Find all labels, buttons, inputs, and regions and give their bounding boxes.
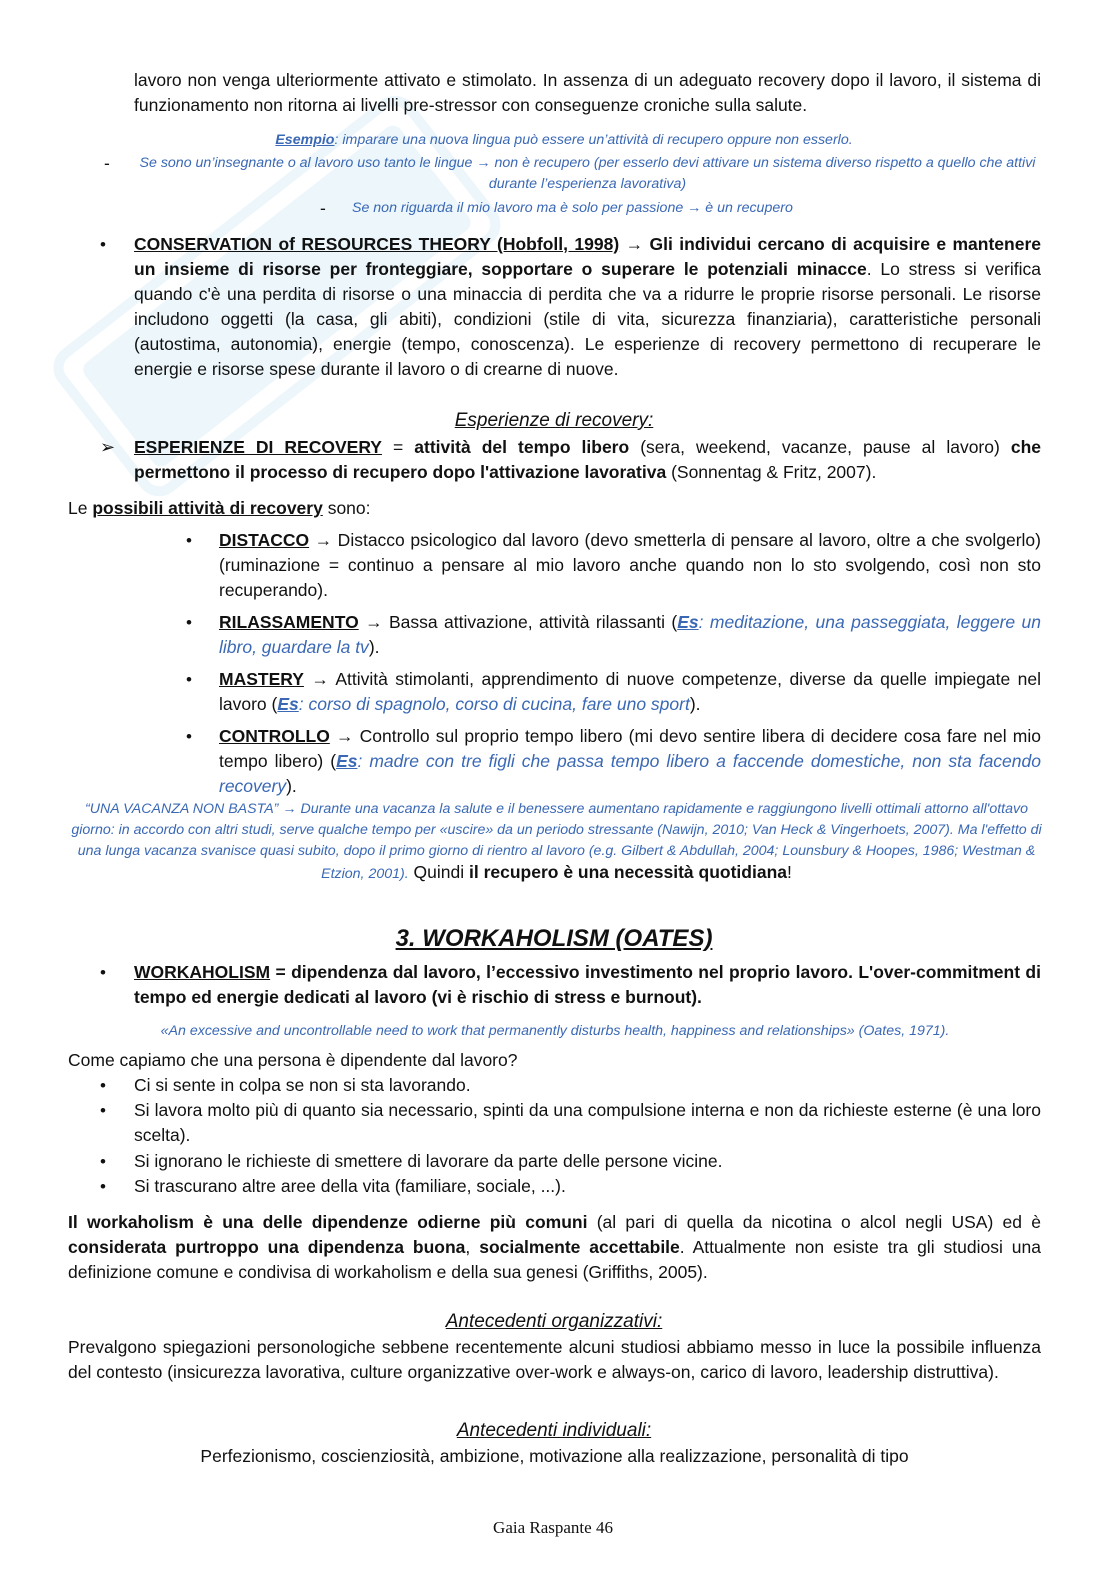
activity-text: Bassa attivazione, attività rilassanti ( <box>382 612 678 632</box>
org-antecedents-text: Prevalgono spiegazioni personologiche sebbene recentemente alcuni studiosi abbiamo messo in luce la possibile influenza del contesto (insicurezza lavorativa, culture organizzative over-work e always-on, carico di lavoro, leadership distruttiva). <box>68 1337 1041 1382</box>
es-text: : madre con tre figli che passa tempo libero a faccende domestiche, non sta facendo recovery <box>219 751 1041 796</box>
recovery-term: ESPERIENZE DI RECOVERY <box>134 437 382 457</box>
equals-sign: = <box>381 437 415 457</box>
recovery-definition <box>134 435 1041 485</box>
recovery-mid: (sera, weekend, vacanze, pause al lavoro) <box>629 437 1011 457</box>
cor-bold-text: Gli individui cercano di acquisire e mantenere un insieme di risorse per fronteggiare, sopportare o superare le potenziali minacce <box>134 234 1041 279</box>
paragraph-bold-2: considerata purtroppo una dipendenza buona <box>68 1237 466 1257</box>
paragraph-bold-3: socialmente accettabile <box>479 1237 680 1257</box>
section-heading-workaholism: 3. WORKAHOLISM (OATES) <box>395 925 713 952</box>
arrow-bullet-icon: ➢ <box>100 437 116 457</box>
cor-paragraph <box>134 232 1041 382</box>
example-dash-1: Se sono un’insegnante o al lavoro uso tanto le lingue → non è recupero (per esserlo devi attivare un sistema diverso rispetto a quello che attivi durante l’esperienza lavorativa) <box>139 155 1036 192</box>
cor-title: CONSERVATION of RESOURCES THEORY (Hobfoll, 1998) <box>134 234 620 254</box>
arrow-icon: → <box>303 669 329 689</box>
workaholism-paragraph <box>68 1210 1041 1285</box>
es-text: : corso di spagnolo, corso di cucina, fare uno sport <box>298 694 690 714</box>
recovery-cite: (Sonnentag & Fritz, 2007). <box>666 462 877 482</box>
vacanza-text: Durante una vacanza la salute e il benessere aumentano rapidamente e raggiungono livelli ottimali attorno all'ottavo giorno: in accordo con altri studi, serve qualche tempo per «uscire» da un periodo stressante (Nawijn, 2010; Van Heck & Vingerhoets, 2007). Ma l'effetto di una lunga vacanza svanisce quasi subito, dopo il primo giorno di rientro al lavoro (e.g. Gilbert & Abdullah, 2004; Lounsbury & Hoopes, 1986; Westman & Etzion, 2001). <box>71 801 1042 882</box>
activity-item-rilassamento <box>219 610 1041 660</box>
paragraph-bold-1: Il workaholism è una delle dipendenze odierne più comuni <box>68 1212 588 1232</box>
activity-tail: ). <box>689 694 701 714</box>
arrow-icon: → <box>625 234 650 254</box>
workaholism-definition <box>134 960 1041 1010</box>
bullet-dot: • <box>186 613 192 632</box>
paragraph-rest: . Attualmente non esiste tra gli studiosi una definizione comune e condivisa di workaholism e della sua genesi (Griffiths, 2005). <box>68 1237 1041 1282</box>
intro-paragraph: lavoro non venga ulteriormente attivato e stimolato. In assenza di un adeguato recovery dopo il lavoro, il sistema di funzionamento non ritorna ai livelli pre-stressor con conseguenze croniche sulla salute. <box>134 70 1041 115</box>
bullet-dot: • <box>100 235 106 254</box>
cor-rest: . Lo stress si verifica quando c'è una perdita di risorse o una minaccia di perdita che va a ridurre le proprie risorse personali. Le risorse includono oggetti (la casa, gli abiti), condizioni (stile di vita, sicurezza finanziaria), caratteristiche personali (autostima, autonomia), energie (tempo, conoscenza). Le esperienze di recovery permettono di recuperare le energie e risorse spese durante il lavoro o di crearne di nuove. <box>134 259 1041 379</box>
dash-bullet-1: - <box>104 153 110 173</box>
bullet-dot: • <box>186 531 192 550</box>
activity-tail: ). <box>368 637 380 657</box>
activity-term: RILASSAMENTO <box>219 612 359 632</box>
vacanza-note <box>64 799 1049 885</box>
activities-intro-post: sono: <box>322 498 371 518</box>
arrow-icon: → <box>358 612 383 632</box>
arrow-icon: → <box>329 726 354 746</box>
dash-bullet-2: - <box>320 198 326 218</box>
activity-text: Distacco psicologico dal lavoro (devo smetterla di pensare al lavoro, oltre a che svolgerlo) (ruminazione = continuo a pensare al mio lavoro anche quando non lo sto svolgendo, così non sto recuperando). <box>219 530 1041 600</box>
org-antecedents-heading: Antecedenti organizzativi: <box>445 1311 663 1332</box>
es-label: Es <box>336 751 358 771</box>
recovery-bold-2: che permettono il processo di recupero dopo l'attivazione lavorativa <box>134 437 1042 482</box>
bullet-dot: • <box>100 1152 106 1171</box>
paragraph-mid: (al pari di quella da nicotina o alcol negli USA) ed è <box>587 1212 1042 1232</box>
activity-term: MASTERY <box>219 669 304 689</box>
esempio-note <box>134 130 994 151</box>
bullet-dot: • <box>100 1101 106 1120</box>
esempio-label: Esempio <box>275 132 335 148</box>
arrow-icon: → <box>309 530 333 550</box>
activity-text: Attività stimolanti, apprendimento di nuove competenze, diverse da quelle impiegate nel lavoro ( <box>219 669 1041 714</box>
activity-tail: ). <box>286 776 297 796</box>
quindi-pre: Quindi <box>408 862 469 882</box>
activities-intro-pre: Le <box>68 498 93 518</box>
esempio-text: : imparare una nuova lingua può essere un’attività di recupero oppure non esserlo. <box>334 132 853 148</box>
recovery-bold-1: attività del tempo libero <box>414 437 630 457</box>
example-dash-2: Se non riguarda il mio lavoro ma è solo per passione → è un recupero <box>352 200 793 216</box>
activity-term: CONTROLLO <box>219 726 330 746</box>
vacanza-quote: “UNA VACANZA NON BASTA” <box>85 801 279 817</box>
ind-antecedents-text: Perfezionismo, coscienziosità, ambizione, motivazione alla realizzazione, personalità di tipo <box>200 1446 909 1466</box>
recovery-subheading: Esperienze di recovery: <box>454 410 654 431</box>
arrow-icon: → <box>278 801 301 817</box>
sign-item: Si ignorano le richieste di smettere di lavorare da parte delle persone vicine. <box>134 1151 723 1171</box>
bullet-dot: • <box>100 1076 106 1095</box>
activity-text: Controllo sul proprio tempo libero (mi devo sentire libera di decidere cosa fare nel mio tempo libero) ( <box>219 726 1041 771</box>
activities-intro <box>68 496 768 521</box>
quindi-bold: il recupero è una necessità quotidiana <box>468 862 787 882</box>
activity-item-controllo <box>219 724 1041 799</box>
activity-term: DISTACCO <box>219 530 310 550</box>
bullet-dot: • <box>186 727 192 746</box>
bullet-dot: • <box>100 1177 106 1196</box>
es-label: Es <box>677 612 699 632</box>
oates-quote: «An excessive and uncontrollable need to work that permanently disturbs health, happiness and relationships» (Oates, 1971). <box>160 1023 950 1039</box>
paragraph-comma: , <box>465 1237 480 1257</box>
bullet-dot: • <box>186 670 192 689</box>
ind-antecedents-heading: Antecedenti individuali: <box>456 1420 652 1441</box>
activity-item-distacco <box>219 528 1041 603</box>
page-footer: Gaia Raspante 46 <box>493 1518 613 1537</box>
sign-item: Si lavora molto più di quanto sia necessario, spinti da una compulsione interna e non da richieste esterne (è una loro scelta). <box>134 1100 1041 1145</box>
workaholism-question: Come capiamo che una persona è dipendente dal lavoro? <box>68 1050 518 1070</box>
es-label: Es <box>277 694 299 714</box>
workaholism-definition-text: = dipendenza dal lavoro, l’eccessivo investimento nel proprio lavoro. L'over-commitment di tempo ed energie dedicati al lavoro (vi è rischio di stress e burnout). <box>134 962 1041 1007</box>
sign-item: Si trascurano altre aree della vita (familiare, sociale, ...). <box>134 1176 566 1196</box>
activities-intro-bold: possibili attività di recovery <box>92 498 323 518</box>
es-text: : meditazione, una passeggiata, leggere un libro, guardare la tv <box>219 612 1041 657</box>
bullet-dot: • <box>100 963 106 982</box>
workaholism-term: WORKAHOLISM <box>134 962 271 982</box>
activity-item-mastery <box>219 667 1041 717</box>
sign-item: Ci si sente in colpa se non si sta lavorando. <box>134 1075 471 1095</box>
quindi-post: ! <box>787 862 792 882</box>
